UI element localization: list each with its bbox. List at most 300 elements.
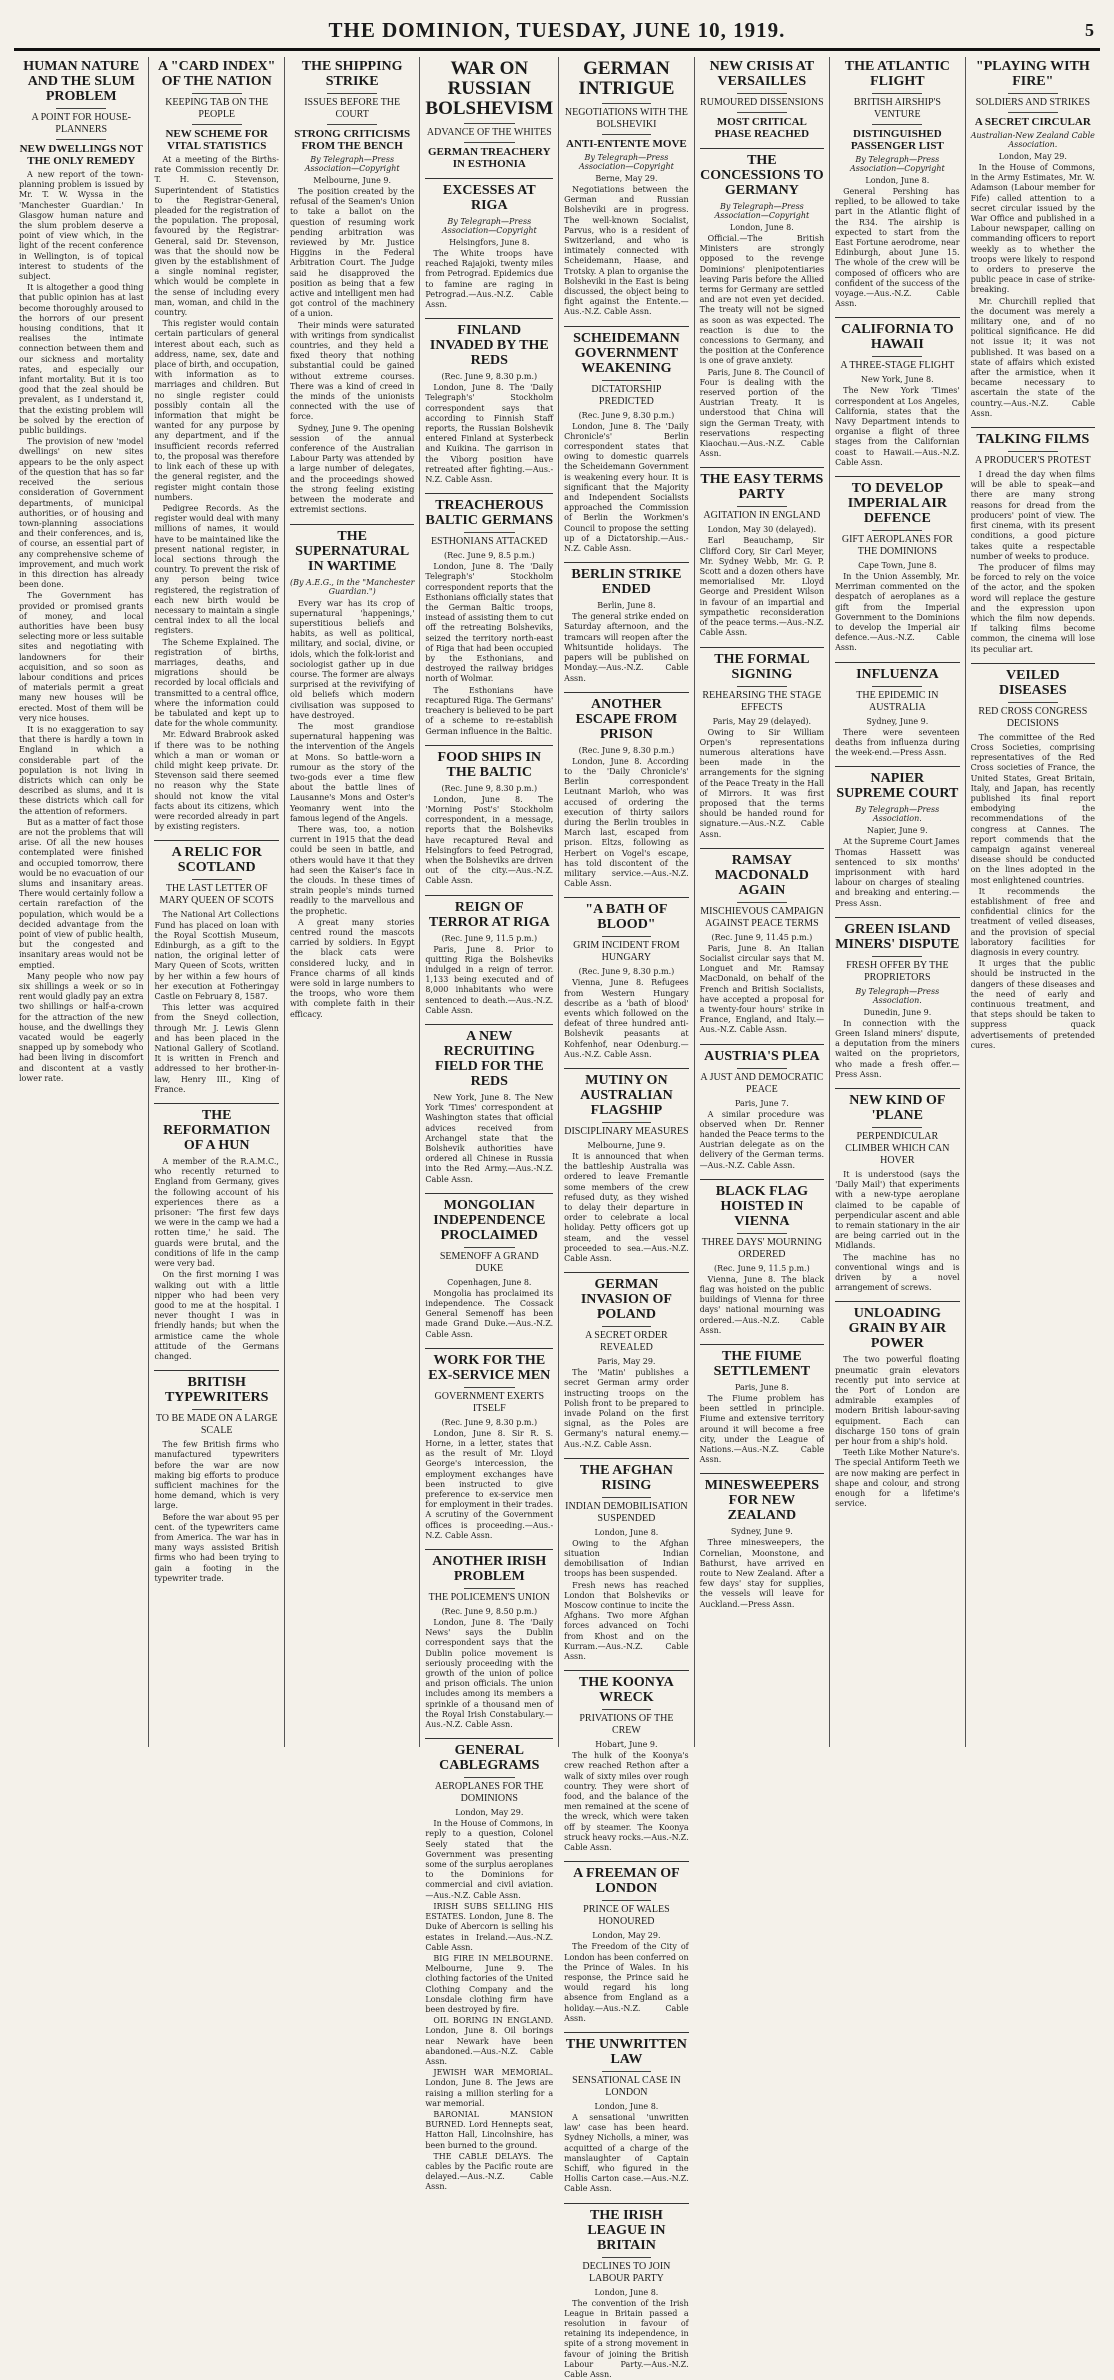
article-body [835,837,959,908]
headline-rule [192,93,242,94]
article-paragraph: The provision of new 'model dwellings' on new sites appears to be the only aspect of the question that has so far received the serious consideration of Government departments, of municipal authorities, or of housing and town-planning associations and their conferences, and is, of course, an essential part of any comprehensive scheme of improvement, and much work in this direction has already been done. [19,437,144,590]
article-paragraph: Mongolia has proclaimed its independence. The Cossack General Semenoff has been made Grand Duke.—Aus.-N.Z. Cable Assn. [425,1288,554,1339]
article-headline: FOOD SHIPS IN THE BALTIC [437,749,542,780]
article-dateline: London, May 29. [592,1931,661,1941]
article-headline: HUMAN NATURE AND THE SLUM PROBLEM [23,59,140,104]
article-divider [564,1670,688,1671]
article-divider [425,318,553,319]
article-subhead: TO BE MADE ON A LARGE SCALE [155,1413,278,1437]
article-dateline: (Rec. June 9, 8.5 p.m.) [443,551,535,561]
article-paragraph: The producer of films may be forced to rely on the voice of the actor, and the spoken word will replace the gesture and the expression upon which the film now depends. If talking films become common, the cinema will lose its peculiar art. [970,562,1096,654]
article-body [564,1942,688,2024]
article-body [425,1429,553,1541]
article-paragraph: THE CABLE DELAYS. The cables by the Pacific route are delayed.—Aus.-N.Z. Cable Assn. [425,2151,554,2192]
article-divider [564,562,688,563]
article-body [154,1157,278,1362]
article [835,59,959,309]
article-paragraph: The Esthonians have recaptured Riga. The Germans' treachery is believed to be part of a scheme to re-establish German influence in the Baltic. [425,685,554,736]
article-subhead: A SECRET ORDER REVEALED [585,1330,668,1354]
article-dateline: (Rec. June 9, 11.5 p.m.) [714,1263,810,1273]
article-subhead: DICTATORSHIP PREDICTED [591,383,662,407]
article-paragraph: Vienna, June 8. Refugees from Western Hungary describe as a 'bath of blood' events which followed on the defeat of three hundred anti-Bolshevik peasants at Kohfenhof, near Odenburg.—Aus.-N.Z. Cable Assn. [564,978,689,1059]
article-dateline: Dunedin, June 9. [863,1007,932,1017]
article-body [971,163,1095,419]
article [19,59,143,1084]
article [564,1670,688,1853]
article-subhead: PRINCE OF WALES HONOURED [583,1904,670,1928]
headline-rule [464,1247,515,1248]
article-divider [971,663,1095,664]
article-dateline: (Rec. June 9, 8.30 p.m.) [578,410,675,420]
article-dateline: Paris, May 29. [597,1357,656,1367]
article-body [700,1110,824,1171]
article [700,1473,824,1609]
article-subhead: DISCIPLINARY MEASURES [564,1125,689,1137]
article-dateline: (Rec. June 9, 8.50 p.m.) [441,1607,538,1617]
article-headline: THE SHIPPING STRIKE [301,59,403,89]
article-divider [290,524,414,525]
article-divider [425,1024,553,1025]
headline-rule [602,1497,652,1498]
article-body [290,599,414,1020]
article-byline: (By A.E.G., in the "Manchester Guardian.") [289,577,415,596]
article-dateline: London, June 8. [594,1527,659,1537]
article [154,1370,278,1584]
article-byline: By Telegraph—Press Association—Copyright [579,153,674,171]
article-paragraph: The Fiume problem has been settled in principle. Fiume and extensive territory around it will become a free city, under the League of Nations.—Aus.-N.Z. Cable Assn. [699,1394,825,1465]
article-paragraph: The hulk of the Koonya's crew reached Rethon after a walk of sixty miles over rough country. They were short of food, and the balance of the men remained at the scene of the wreck, which were taken off by steamer. The Koonya struck heavy rocks.—Aus.-N.Z. Cable Assn. [564,1751,689,1853]
article-headline: ANOTHER IRISH PROBLEM [432,1554,547,1585]
article-divider [425,1348,553,1349]
article-paragraph: In the House of Commons, in the Army Estimates, Mr. W. Adamson (Labour member for Fife) called attention to a secret circular issued by the War Office and published in a Labour newspaper, calling on commanding officers to report weekly as to whether the troops were likely to respond to orders to preserve the public peace in case of strike-breaking. [970,163,1096,295]
headline-rule [56,108,106,109]
article-dateline: London, June 8. [594,2101,659,2111]
article-body [19,170,143,1084]
article-headline: SCHEIDEMANN GOVERNMENT WEAKENING [573,330,680,376]
article-paragraph: The convention of the Irish League in Britain passed a resolution in favour of retaining its independence, in spite of a strong movement in favour of joining the British Labour Party.—Aus.-N.Z. Cable Assn. [564,2298,689,2379]
article-divider [700,1179,824,1180]
article-deck: ANTI-ENTENTE MOVE [566,138,687,150]
article [425,895,553,1016]
column-1 [14,57,149,1747]
article-subhead: A POINT FOR HOUSE-PLANNERS [31,112,132,135]
article-subhead: GRIM INCIDENT FROM HUNGARY [573,940,680,964]
article-paragraph: A great many stories centred round the mascots carried by soldiers. In Egypt the black cats were considered lucky, and in France charms of all kinds were sold in large numbers to the troops, who wore them with complete faith in their efficacy. [289,917,415,1019]
article-divider [700,148,824,149]
article-dateline: (Rec. June 9, 8.30 p.m.) [578,967,675,977]
article-paragraph: London, June 8. The 'Daily News' says the Dublin correspondent says that the Dublin police movement is seriously proceeding with the growth of the union of police and prison officials. The union includes among its members a sprinkle of a thousand men of the Royal Irish Constabulary.—Aus.-N.Z. Cable Assn. [425,1618,554,1730]
article-headline: A FREEMAN OF LONDON [573,1866,680,1897]
article-paragraph: A new report of the town-planning problem is issued by Mr. T. W. Wyssa in the 'Manchester Guardian.' In Glasgow human nature and the slum problem deserve a point of view which, in the light of the recent conference in Wellington, is of topical interest to students of the subject. [19,170,144,282]
article-subhead: THE POLICEMEN'S UNION [428,1592,550,1604]
article-headline: THE AFGHAN RISING [579,1462,673,1493]
article-paragraph: BARONIAL MANSION BURNED. Lord Hennepts seat, Hatton Hall, Lincolnshire, has been burned to the ground. [425,2109,554,2150]
article-paragraph: BIG FIRE IN MELBOURNE. Melbourne, June 9. The clothing factories of the United Clothing Company and the Lonsdale clothing firm have been destroyed by fire. [425,1953,554,2014]
columns-container [14,57,1100,2379]
article-dateline: Paris, June 7. [734,1098,789,1108]
article-body [154,1440,278,1584]
headline-rule [737,902,787,903]
article-paragraph: Fresh news has reached London that Bolsheviks or Moscow continue to incite the Afghans. Two more Afghan forces advanced on Tochi from Khost and on the Kurram.—Aus.-N.Z. Cable Assn. [564,1580,689,1662]
article-divider [700,647,824,648]
article-paragraph: IRISH SUBS SELLING HIS ESTATES. London, June 8. The Duke of Abercorn is selling his estates in Ireland.—Aus.-N.Z. Cable Assn. [425,1901,554,1952]
masthead [14,16,1100,44]
article-deck: A SECRET CIRCULAR [974,116,1091,128]
article [425,1193,553,1340]
article-divider [154,840,278,841]
article-paragraph: JEWISH WAR MEMORIAL. London, June 8. The Jews are raising a million sterling for a war memorial. [425,2068,554,2108]
headline-rule [872,93,922,94]
article-deck: MOST CRITICAL PHASE REACHED [714,116,810,140]
article-paragraph: The White troops have reached Rajajoki, twenty miles from Petrograd. Epidemics due to famine are raging in Petrograd.—Aus.-N.Z. Cable Assn. [425,249,554,310]
article-dateline: Berlin, June 8. [597,601,656,611]
headline-rule [602,2257,652,2258]
article-headline: MINESWEEPERS FOR NEW ZEALAND [704,1478,820,1524]
article-headline: GREEN ISLAND MINERS' DISPUTE [835,921,960,952]
article-paragraph: It recommends the establishment of free and confidential clinics for the treatment of veiled diseases, and the provision of special laboratory facilities for diagnosis in every country. [970,886,1096,957]
article-subhead: SEMENOFF A GRAND DUKE [439,1250,539,1274]
article-divider [425,895,553,896]
article-paragraph: In connection with the Green Island miners' dispute, a deputation from the miners waited on the proprietors, who made a fresh offer.—Press Assn. [835,1018,960,1079]
article-divider [835,917,959,918]
article [835,1301,959,1509]
article-dateline: Paris, May 29 (delayed). [712,716,812,726]
headline-rule [872,530,922,531]
headline-rule [872,356,922,357]
article-headline: "A BATH OF BLOOD" [585,902,668,933]
article-body [425,1093,553,1185]
article-paragraph: This letter was acquired from the Sneyd collection, through Mr. J. Lewis Glenn and has been placed in the National Gallery of Scotland. It is written in French and addressed to her brother-in-law, Henry III., King of France. [154,1003,279,1094]
article [971,663,1095,1051]
headline-rule [1008,702,1058,703]
article [700,467,824,638]
newspaper-title: THE DOMINION, TUESDAY, JUNE 10, 1919. [328,17,786,42]
article-divider [700,1344,824,1345]
headline-rule [192,124,242,125]
article [425,1738,553,2192]
article-divider [425,745,553,746]
article-body [564,1751,688,1853]
article-paragraph: Paris, June 8. Prior to quitting Riga the Bolsheviks indulged in a reign of terror. 1,133 being executed and of 8,000 inhabitants who were sentenced to death.—Aus.-N.Z. Cable Assn. [425,944,554,1015]
article-divider [835,1301,959,1302]
headline-rule [872,124,922,125]
headline-rule [602,380,652,381]
article-subhead: REHEARSING THE STAGE EFFECTS [702,689,822,713]
article-deck: GERMAN TREACHERY IN ESTHONIA [428,146,551,170]
article-subhead: THE EPIDEMIC IN AUSTRALIA [856,689,939,713]
headline-rule [327,124,377,125]
article-paragraph: Every war has its crop of supernatural 'happenings,' superstitious beliefs and habits, as well as political, military, and social, divine, or idols, which the folk-lorist and sociologist gather up in due course. The former are always surprised at the revivifying of old beliefs which modern civilisation was supposed to have destroyed. [289,598,415,720]
article-paragraph: London, June 8. The 'Daily Chronicle's' Berlin correspondent states that owing to domestic quarrels the Scheidemann Government is weakening every hour. It is significant that the Majority and Independent Socialists approached the Commission of Berlin the Workmen's Council to propose the setting up of a Dictatorship.—Aus.-N.Z. Cable Assn. [564,421,689,554]
article [835,917,959,1080]
article-byline: By Telegraph—Press Association—Copyright [714,202,810,220]
column-6 [695,57,830,1747]
article-paragraph: A similar procedure was observed when Dr. Renner handed the Peace terms to the Austrian delegate as on the delivery of the German terms.—Aus.-N.Z. Cable Assn. [699,1109,825,1170]
article-divider [564,1068,688,1069]
article [971,427,1095,655]
article-paragraph: London, June 8. According to the 'Daily Chronicle's' Berlin correspondent Leutnant Marloh, who was accused of ordering the execution of thirty sailors during the Berlin troubles in March last, escaped from prison. Eltzs, following as Herbert on Vogel's escape, has told discontent of the military service.—Aus.-N.Z. Cable Assn. [564,756,689,889]
article-subhead: PRIVATIONS OF THE CREW [579,1713,674,1737]
article [835,1088,959,1293]
article-paragraph: OIL BORING IN ENGLAND. London, June 8. Oil borings near Newark have been abandoned.—Aus.-N.Z. Cable Assn. [425,2016,554,2066]
article [700,1044,824,1171]
article [564,326,688,555]
article [971,59,1095,419]
article-body [564,422,688,555]
headline-rule [602,1709,652,1710]
article-body [835,187,959,309]
article-headline: NEW CRISIS AT VERSAILLES [709,59,815,89]
article-headline: GERMAN INVASION OF POLAND [580,1277,672,1323]
article-divider [564,692,688,693]
article-body [564,1539,688,1662]
article [425,745,553,887]
article-paragraph: But as a matter of fact those are not the problems that will arise. Of all the new houses contemplated were finished and occupied tomorrow, there would be no evacuation of our slums and insanitary areas. There would certainly follow a certain rarefaction of the population, which would be a decided advantage from the point of view of public health, but the congested and insanitary areas would not be emptied. [19,817,144,970]
article-paragraph: A member of the R.A.M.C., who recently returned to England from Germany, gives the following account of his experiences there as a prisoner: 'The first few days we were in the camp we had a rotten time,' he said. The guards were brutal, and the conditions of life in the camp were very bad. [154,1157,279,1269]
headline-rule [872,686,922,687]
article [700,1344,824,1465]
article [564,897,688,1060]
headline-rule [737,1068,787,1069]
headline-rule [56,139,106,140]
article-paragraph: Their minds were saturated with writings from syndicalist countries, and they held a fixed theory that nothing substantial could be gained without extreme courses. There was a kind of creed in the minds of the unionists connected with the use of force. [289,320,415,422]
article-dateline: Melbourne, June 9. [313,176,392,185]
article-paragraph: There was, too, a notion current in 1915 that the dead could be seen in battle, and others would have it that they had seen the Kaiser's face in the clouds. In these times of strain people's minds turned readily to the marvellous and the prophetic. [289,824,415,916]
headline-rule [737,506,787,507]
article-dateline: London, June 8. [594,2287,659,2297]
article [700,647,824,840]
article-paragraph: It is no exaggeration to say that there is hardly a town in England in which a considerable part of the population is not living in districts which can only be described as slums, and it is these districts which call for the attention of reformers. [19,724,144,816]
article-paragraph: The New York 'Times' correspondent at Los Angeles, California, states that the Navy Department intends to organise a flight of three stages from the Californian coast to Hawaii.—Aus.-N.Z. Cable Assn. [835,386,960,467]
headline-rule [737,1233,787,1234]
article [425,178,553,310]
article-subhead: INDIAN DEMOBILISATION SUSPENDED [565,1500,688,1524]
article-paragraph: Negotiations between the German and Russian Bolsheviki are in progress. The well-known Socialist, Parvus, who is a resident of Switzerland, and who is intimately connected with Scheidemann, Haase, and Trotsky. A plan to organise the Bolsheviki in the East is being discussed, the object being to fight against the Entente.—Aus.-N.Z. Cable Assn. [564,185,689,317]
article-headline: AUSTRIA'S PLEA [704,1048,820,1064]
article-divider [700,1473,824,1474]
article-deck: NEW DWELLINGS NOT THE ONLY REMEDY [19,143,143,167]
article-body [564,757,688,890]
article-headline: BLACK FLAG HOISTED IN VIENNA [715,1183,808,1229]
column-5 [559,57,694,2379]
article-paragraph: I dread the day when films will be able to speak—and there are many strong reasons for dread from the producers' point of view. The first cinema, with its present conditions, a good picture takes quite a respectable number of weeks to produce. [970,470,1096,561]
article [290,524,414,1020]
article-dateline: Melbourne, June 9. [587,1140,666,1150]
headline-rule [464,1777,515,1778]
article-paragraph: The National Art Collections Fund has placed on loan with the Royal Scottish Museum, Edinburgh, as a gift to the nation, the original letter of Mary Queen of Scots, written by her within a few hours of her execution at Fotheringay Castle on February 8, 1587. [154,910,279,1002]
article-body [835,572,959,654]
article-body [700,536,824,638]
article-paragraph: Official.—The British Ministers are strongly opposed to the revenge Dominions' plenipotentiaries leaving Paris before the Allied terms for Germany are settled and are not even yet decided. The treaty will not be signed as soon as was expected. The reaction is due to the concessions to Germany, and the position at the Conference is one of grave anxiety. [699,234,825,366]
headline-rule [872,956,922,957]
article-divider [564,1861,688,1862]
headline-rule [737,686,787,687]
article-headline: THE FIUME SETTLEMENT [713,1349,811,1379]
article [425,1549,553,1730]
article-subhead: THE LAST LETTER OF MARY QUEEN OF SCOTS [159,883,274,907]
article-paragraph: The most grandiose supernatural happening was the intervention of the Angels at Mons. So battle-worn a rumour as the story of the two-gods ever a time flew about the battle lines of Lausanne's Mons and Oster's Yeomanry went into the famous legend of the Angels. [289,721,415,823]
article-body [700,234,824,459]
article-dateline: (Rec. June 9, 8.30 p.m.) [441,372,538,382]
article [425,493,553,736]
article-headline: CALIFORNIA TO HAWAII [841,322,954,353]
article-subhead: KEEPING TAB ON THE PEOPLE [165,97,269,120]
column-7 [830,57,965,1747]
article-dateline: Helsingfors, June 8. [449,238,530,247]
article-headline: TALKING FILMS [976,432,1090,448]
article-divider [971,427,1095,428]
article-paragraph: Owing to the Afghan situation Indian demobilisation of Indian troops has been suspended. [564,1538,689,1579]
article-divider [564,1458,688,1459]
headline-rule [1008,112,1058,113]
article-headline: THE ATLANTIC FLIGHT [844,59,950,89]
headline-rule [602,1900,652,1901]
article-paragraph: London, June 8. Sir R. S. Horne, in a letter, states that as the result of Mr. Lloyd George's intercession, the employment exchanges have been instructed to give preference to ex-service men for employment in their trades. A scrutiny of the Government offices is proceeding.—Aus.-N.Z. Cable Assn. [425,1428,554,1540]
headline-rule [602,103,652,104]
article-headline: VEILED DISEASES [998,667,1067,698]
article-headline: WAR ON RUSSIAN BOLSHEVISM [425,58,554,119]
article-dateline: New York, June 8. [860,375,934,385]
article-paragraph: A sensational 'unwritten law' case has been heard. Sydney Nicholls, a miner, was acquitted of a charge of the manslaughter of Captain Schiff, who figured in the Hollis Carton case.—Aus.-N.Z. Cable Assn. [564,2112,689,2194]
article-divider [835,766,959,767]
article-paragraph: Mr. Churchill replied that the document was merely a military one, and of no political significance. He did not issue it; it was not published. It was based on a state of affairs which existed after the armistice, when it became necessary to ascertain the state of the country.—Aus.-N.Z. Cable Assn. [970,296,1096,418]
article-dateline: Berne, May 29. [595,174,658,183]
article-paragraph: In the Union Assembly, Mr. Merriman commented on the despatch of aeroplanes as a gift from the Imperial Government to the Dominions to develop the Imperial air defence.—Aus.-N.Z. Cable Assn. [835,572,960,653]
article-paragraph: Mr. Edward Brabrook asked if there was to be nothing which a man or woman or child might keep private. Dr. Stevenson said there seemed no reason why the State should not know the vital facts about its citizens, which were recorded already in part by existing registers. [154,730,279,832]
article-headline: MUTINY ON AUSTRALIAN FLAGSHIP [580,1072,673,1118]
article-divider [154,1103,278,1104]
article-paragraph: There were seventeen deaths from influenza during the week-end.—Press Assn. [835,727,960,758]
article-headline: A "CARD INDEX" OF THE NATION [157,59,276,89]
article-subhead: NEGOTIATIONS WITH THE BOLSHEVIKI [564,107,688,130]
article-dateline: Sydney, June 9. [730,1527,793,1537]
headline-rule [464,123,515,124]
article-subhead: DECLINES TO JOIN LABOUR PARTY [582,2260,671,2284]
article-divider [564,326,688,327]
article [564,1068,688,1264]
article-headline: BRITISH TYPEWRITERS [164,1375,269,1406]
article-body [425,795,553,887]
article-paragraph: The Scheme Explained. The registration of births, marriages, deaths, and migrations should be recorded by local officials and transmitted to a central office, where the information could be tabulated and kept up to date for the whole community. [154,637,279,729]
headline-rule [464,1588,515,1589]
headline-rule [464,142,515,143]
article-headline: A NEW RECRUITING FIELD FOR THE REDS [434,1028,544,1089]
article-divider [700,1044,824,1045]
article-dateline: Hobart, June 9. [595,1740,658,1750]
column-2 [149,57,284,1747]
article [425,1024,553,1185]
article [564,59,688,318]
headline-rule [1008,451,1058,452]
article [425,318,553,485]
article-paragraph: Owing to Sir William Orpen's representations numerous alterations have been made in the arrangements for the signing of the Peace Treaty in the Hall of Mirrors. It was first proposed that the terms should be handed round for signature.—Aus.-N.Z. Cable Assn. [699,727,825,839]
article-paragraph: The committee of the Red Cross Societies, comprising representatives of the Red Cross societies of France, the United States, Great Britain, Italy, and Japan, has recently published its final report embodying the recommendations of the congress at Cannes. The report commends that the campaign against venereal disease should be conducted on the lines adopted in the most enlightened countries. [970,732,1096,885]
headline-rule [192,1409,242,1410]
article-body [564,185,688,318]
article-headline: TO DEVELOP IMPERIAL AIR DEFENCE [847,481,947,527]
article-byline: By Telegraph—Press Association—Copyright [849,155,945,173]
article-paragraph: Earl Beauchamp, Sir Clifford Cory, Sir Carl Meyer, Mr. Sydney Webb, Mr. G. P. Scott and a dozen others have memorialised Mr. Lloyd George and President Wilson in favour of an impartial and sympathetic reconsideration of the peace terms.—Aus.-N.Z. Cable Assn. [699,536,825,638]
article-paragraph: Vienna, June 8. The black flag was hoisted on the public buildings of Vienna for three days' national mourning was ordered.—Aus.-N.Z. Cable Assn. [699,1274,825,1335]
headline-rule [602,1326,652,1327]
article-paragraph: General Pershing has replied, to be allowed to take part in the Atlantic flight of the R34. The airship is expected to start from the East Fortune aerodrome, near Edinburgh, about June 15. The whole of the crew will be composed of officers who are confident of the success of the voyage.—Aus.-N.Z. Cable Assn. [835,187,960,309]
article-dateline: (Rec. June 9, 11.45 p.m.) [711,932,813,942]
article [564,1458,688,1662]
article-divider [564,1272,688,1273]
article-paragraph: On the first morning I was walking out with a little nipper who had been very good to me at the hospital. I never thought I was in friendly hands; but when the armistice came the whole attitude of the Germans changed. [154,1270,279,1361]
article-deck: NEW SCHEME FOR VITAL STATISTICS [165,128,268,152]
article-subhead: AEROPLANES FOR THE DOMINIONS [434,1781,544,1805]
article-headline: GERMAN INTRIGUE [578,58,675,99]
article-paragraph: In the House of Commons, in reply to a question, Colonel Seely stated that the Government was presenting some of the surplus aeroplanes to the Dominions for commercial and civil aviation.—Aus.-N.Z. Cable Assn. [425,1819,554,1900]
article [835,317,959,468]
article-paragraph: It urges that the public should be instructed in the dangers of these diseases and the need of early and continuous treatment, and that steps should be taken to suppress quack advertisements of pretended cures. [970,959,1096,1050]
article-paragraph: The position created by the refusal of the Seamen's Union to take a ballot on the question of resuming work pending arbitration was reviewed by Mr. Justice Higgins in the Federal Arbitration Court. The Judge said he disapproved the position as being that a few active and intelligent men had got control of the machinery of a union. [289,187,415,319]
article-divider [154,1370,278,1371]
article-paragraph: It is understood (says the 'Daily Mail') that experiments with a new-type aeroplane claimed to be capable of perpendicular ascent and able to remain stationary in the air are being carried out in the Midlands. [835,1169,960,1251]
article-divider [425,178,553,179]
article-divider [564,2203,688,2204]
article-body [700,1394,824,1465]
article-divider [835,662,959,663]
headline-rule [1008,93,1058,94]
article-headline: BERLIN STRIKE ENDED [571,567,682,598]
article-body [425,1819,553,2192]
article-body [564,978,688,1060]
article-paragraph: This register would contain certain particulars of general interest about each, such as address, name, sex, date and place of birth, and occupation, with information as to marriages and children. But no single register could possibly contain all the information that might be wanted for any purpose by any department, and if the insufficient records referred to, the proposal was therefore to link each of these up with the general register, and the register might contain those numbers. [154,319,279,502]
article-body [564,2299,688,2380]
article [700,1179,824,1336]
article-paragraph: The general strike ended on Saturday afternoon, and the tramcars will reopen after the Whitsuntide holidays. The papers will be published on Monday.—Aus.-N.Z. Cable Assn. [564,612,689,683]
article-body [564,612,688,683]
article-headline: GENERAL CABLEGRAMS [439,1743,540,1774]
article-body [835,1355,959,1509]
article-paragraph: Three minesweepers, the Cornelian, Moonstone, and Bathurst, have arrived en route to New Zealand. After a few days' stay for supplies, the vessels will leave for Auckland.—Press Assn. [699,1538,825,1609]
article-dateline: Napier, June 9. [867,826,928,836]
article-body [971,733,1095,1051]
article-divider [835,476,959,477]
article-body [971,470,1095,655]
article [564,1272,688,1450]
page-number: 5 [1085,19,1094,40]
article-byline: By Telegraph—Press Association. [855,986,940,1005]
article-headline: ANOTHER ESCAPE FROM PRISON [575,696,678,742]
article-subhead: A JUST AND DEMOCRATIC PEACE [700,1071,824,1095]
headline-rule [464,532,515,533]
article-subhead: AGITATION IN ENGLAND [703,510,821,522]
article-dateline: London, June 8. [865,176,930,185]
headline-rule [602,2071,652,2072]
article-headline: THE KOONYA WRECK [579,1675,674,1706]
article-byline: By Telegraph—Press Association—Copyright [304,155,400,173]
article-subhead: MISCHIEVOUS CAMPAIGN AGAINST PEACE TERMS [700,905,824,929]
article-paragraph: The Freedom of the City of London has been conferred on the Prince of Wales. In his response, the Prince said he would regard his long absence from England as a holiday.—Aus.-N.Z. Cable Assn. [564,1942,689,2023]
article-body [700,944,824,1036]
article-divider [835,1088,959,1089]
article [700,148,824,459]
article-byline: By Telegraph—Press Association—Copyright [441,217,537,235]
article-divider [700,848,824,849]
article-subhead: PERPENDICULAR CLIMBER WHICH CAN HOVER [845,1130,950,1166]
article-subhead: ESTHONIANS ATTACKED [430,536,548,548]
article-headline: EXCESSES AT RIGA [442,183,536,213]
article-paragraph: At a meeting of the Births-rate Commission recently Dr. T. H. C. Stevenson, Superintendent of Statistics to the Registrar-General, pleaded for the registration of the population. The proposal, favoured by the Registrar-General, said Dr. Stevenson, was that the should now be given by the establishment of a single nominal register, which would be complete in the sense of including every man, woman, and child in the country. [154,155,279,318]
article-subhead: SENSATIONAL CASE IN LONDON [572,2074,681,2098]
article-paragraph: Teeth Like Mother Nature's. The special Antiform Teeth we are now making are perfect in shape and colour, and strong enough for a lifetime's service. [835,1448,960,1509]
article-body [154,910,278,1095]
article-headline: UNLOADING GRAIN BY AIR POWER [848,1306,947,1352]
article-body [425,945,553,1016]
